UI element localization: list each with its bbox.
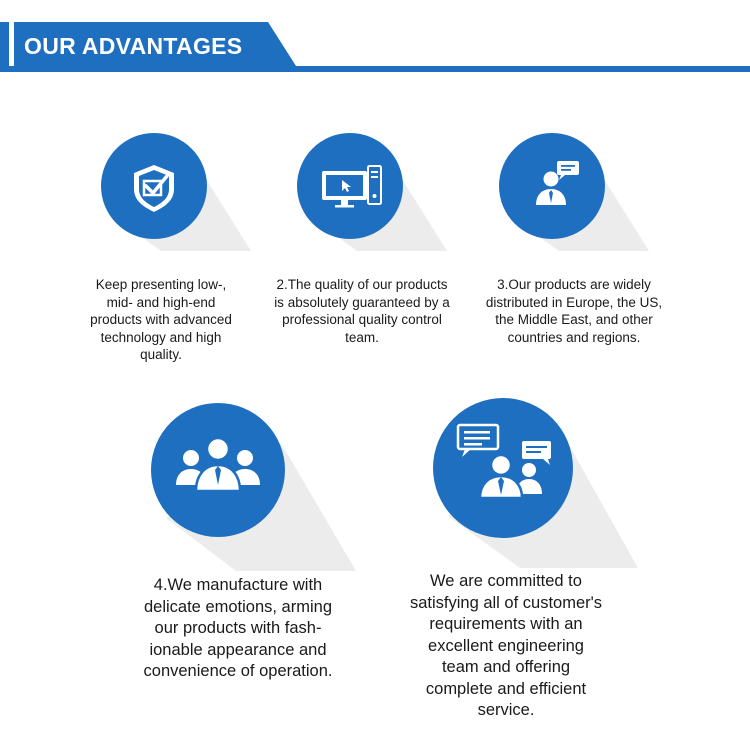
- advantage-3-text: 3.Our products are widely distributed in Europe, the US, the Middle East, and other countries and regions.: [485, 277, 663, 345]
- advantage-1-text: Keep presenting low-, mid- and high-end products with advanced technology and high quality.: [90, 277, 232, 362]
- advantage-1-badge: [101, 133, 251, 253]
- advantage-4-badge: [151, 403, 351, 573]
- advantage-5-badge: [433, 398, 638, 570]
- advantage-4-text: 4.We manufacture with delicate emotions, arming our products with fash- ionable appearance and convenience of operation.: [143, 576, 333, 680]
- page-title: OUR ADVANTAGES: [24, 33, 243, 59]
- advantage-3-badge: [499, 133, 649, 253]
- advantage-2-badge: [297, 133, 447, 253]
- advantage-2-text: 2.The quality of our products is absolutely guaranteed by a professional quality control team.: [274, 277, 450, 345]
- header-banner: [0, 0, 750, 80]
- advantage-5-text: We are committed to satisfying all of customer's requirements with an excellent engineering team and offering complete and efficient service.: [409, 572, 603, 719]
